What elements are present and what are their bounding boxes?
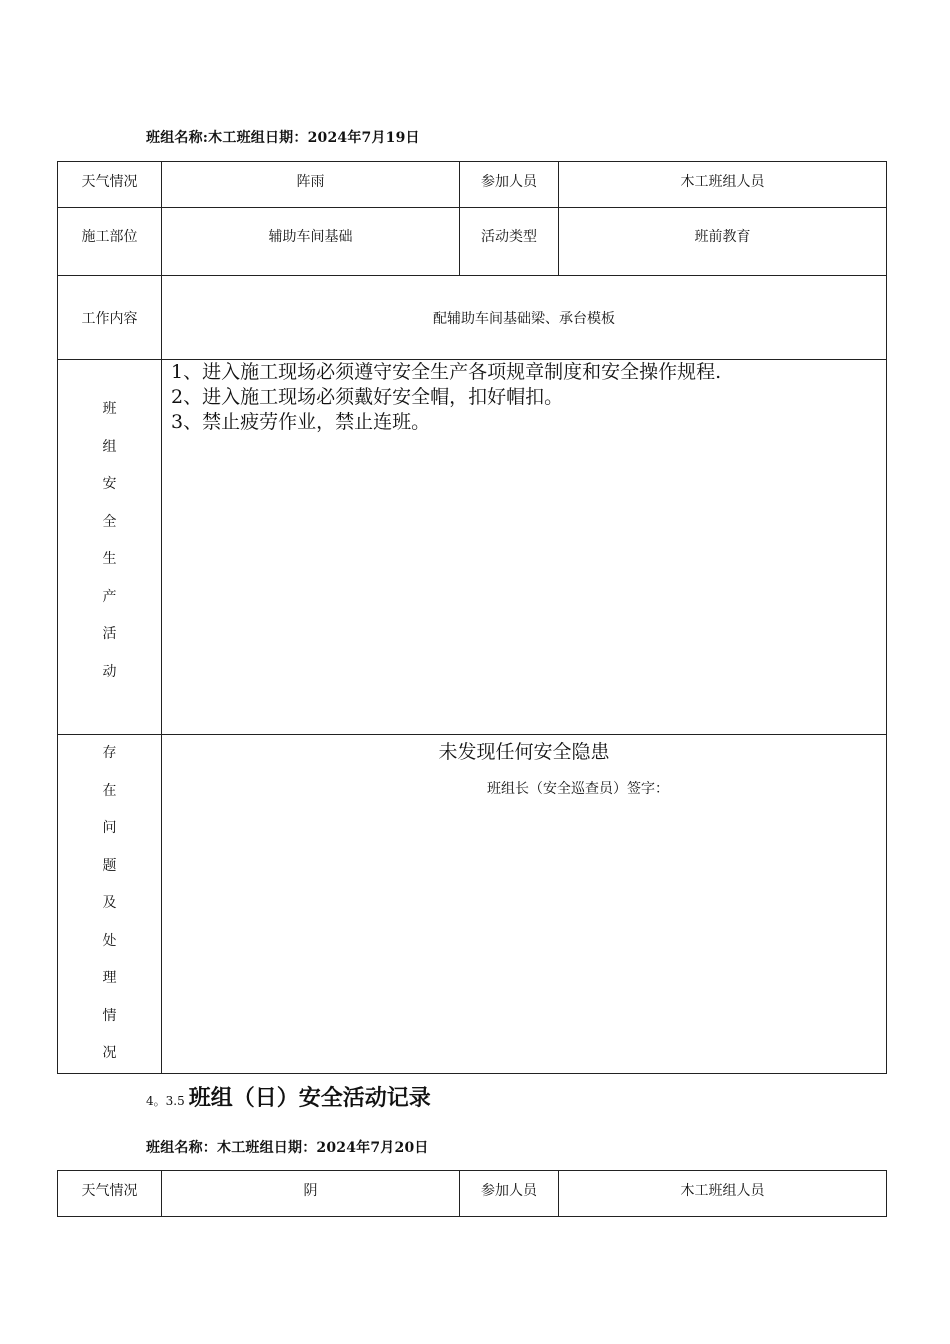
label-char: 问 bbox=[102, 820, 117, 836]
label-char: 动 bbox=[102, 663, 117, 680]
safety-record-table bbox=[57, 1170, 887, 1217]
label-char: 全 bbox=[102, 513, 117, 530]
label-char: 在 bbox=[102, 782, 117, 799]
label-char: 处 bbox=[102, 932, 117, 949]
table-row bbox=[58, 735, 887, 1074]
safety-activity-content bbox=[162, 360, 887, 735]
safety-item: 3、禁止疲劳作业，禁止连班。 bbox=[171, 411, 431, 433]
label-char: 安 bbox=[102, 476, 117, 492]
label-char: 活 bbox=[102, 626, 117, 642]
section-number: 4。3.5 bbox=[146, 1094, 185, 1108]
location-value: 辅助车间基础 bbox=[162, 208, 460, 276]
weather-value: 阵雨 bbox=[162, 162, 460, 208]
label-char: 题 bbox=[102, 857, 117, 874]
label-char: 产 bbox=[102, 588, 117, 605]
label-char: 理 bbox=[102, 970, 117, 986]
label-char: 况 bbox=[102, 1045, 117, 1061]
table-row bbox=[58, 162, 887, 208]
label-char: 及 bbox=[102, 895, 117, 911]
activity-type-label: 活动类型 bbox=[460, 208, 559, 276]
participants-value: 木工班组人员 bbox=[559, 1171, 887, 1217]
record-header: 班组名称:木工班组日期：2024年7月19日 bbox=[146, 130, 420, 146]
hazard-text: 未发现任何安全隐患 bbox=[438, 741, 610, 763]
record-header: 班组名称：木工班组日期：2024年7月20日 bbox=[146, 1140, 429, 1156]
work-content-value: 配辅助车间基础梁、承台模板 bbox=[162, 276, 887, 360]
participants-value: 木工班组人员 bbox=[559, 162, 887, 208]
label-char: 班 bbox=[102, 401, 117, 417]
section-title: 班组（日）安全活动记录 bbox=[188, 1085, 431, 1111]
table-row bbox=[58, 1171, 887, 1217]
table-row bbox=[58, 208, 887, 276]
safety-item: 1、进入施工现场必须遵守安全生产各项规章制度和安全操作规程. bbox=[171, 361, 722, 383]
safety-item: 2、进入施工现场必须戴好安全帽，扣好帽扣。 bbox=[171, 386, 564, 408]
weather-value: 阴 bbox=[162, 1171, 460, 1217]
participants-label: 参加人员 bbox=[460, 162, 559, 208]
safety-activity-label bbox=[58, 360, 162, 735]
location-label: 施工部位 bbox=[58, 208, 162, 276]
label-char: 组 bbox=[102, 438, 117, 455]
signature-label: 班组长（安全巡查员）签字： bbox=[487, 781, 669, 797]
problems-label bbox=[58, 735, 162, 1074]
safety-record-table bbox=[57, 161, 887, 1074]
label-char: 情 bbox=[102, 1007, 117, 1024]
table-row bbox=[58, 276, 887, 360]
label-char: 存 bbox=[102, 745, 117, 761]
label-char: 生 bbox=[102, 551, 117, 567]
activity-type-value: 班前教育 bbox=[559, 208, 887, 276]
weather-label: 天气情况 bbox=[58, 1171, 162, 1217]
problems-content bbox=[162, 735, 887, 1074]
table-row bbox=[58, 360, 887, 735]
work-content-label: 工作内容 bbox=[58, 276, 162, 360]
section-heading bbox=[146, 1081, 431, 1112]
weather-label: 天气情况 bbox=[58, 162, 162, 208]
participants-label: 参加人员 bbox=[460, 1171, 559, 1217]
